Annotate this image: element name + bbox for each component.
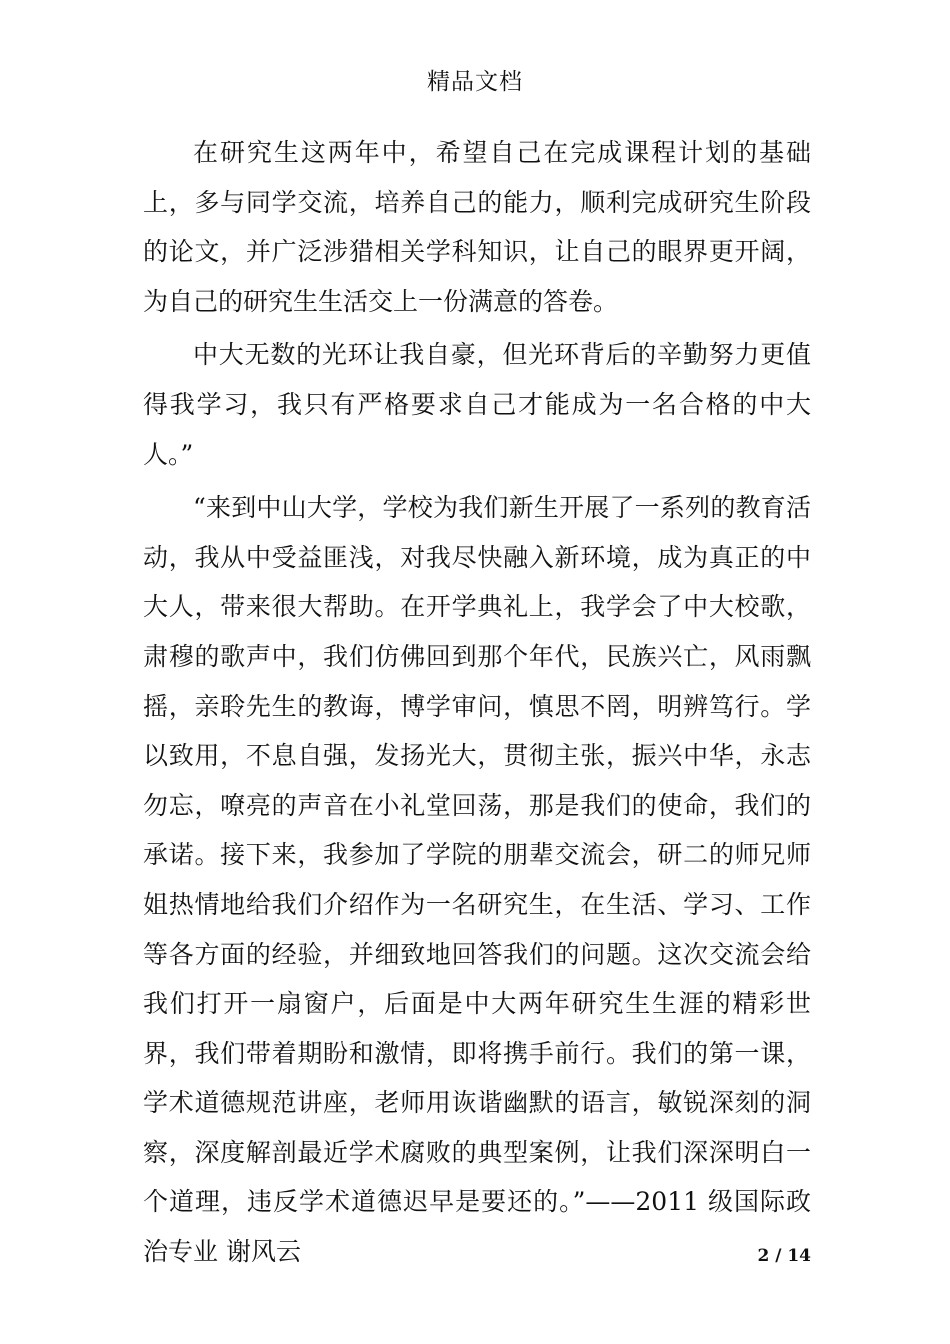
page-number: 2 / 14 (757, 1246, 811, 1266)
document-body (143, 128, 811, 1277)
paragraph-1: 在研究生这两年中，希望自己在完成课程计划的基础上，多与同学交流，培养自己的能力，顺利完成研究生阶段的论文，并广泛涉猎相关学科知识，让自己的眼界更开阔，为自己的研究生生活交上一份满意的答卷。 (143, 138, 811, 316)
paragraph-2: 中大无数的光环让我自豪，但光环背后的辛勤努力更值得我学习，我只有严格要求自己才能成为一名合格的中大人。” (143, 340, 811, 469)
paragraph-3: “来到中山大学，学校为我们新生开展了一系列的教育活动，我从中受益匪浅，对我尽快融入新环境，成为真正的中大人，带来很大帮助。在开学典礼上，我学会了中大校歌，肃穆的歌声中，我们仿佛回到那个年代，民族兴亡，风雨飘摇，亲聆先生的教诲，博学审问，慎思不罔，明辨笃行。学以致用，不息自强，发扬光大，贯彻主张，振兴中华，永志勿忘，嘹亮的声音在小礼堂回荡，那是我们的使命，我们的承诺。接下来，我参加了学院的朋辈交流会，研二的师兄师姐热情地给我们介绍作为一名研究生，在生活、学习、工作等各方面的经验，并细致地回答我们的问题。这次交流会给我们打开一扇窗户，后面是中大两年研究生生涯的精彩世界，我们带着期盼和激情，即将携手前行。我们的第一课，学术道德规范讲座，老师用诙谐幽默的语言，敏锐深刻的洞察，深度解剖最近学术腐败的典型案例，让我们深深明白一个道理，违反学术道德迟早是要还的。”——2011 级国际政治专业 谢风云 (143, 493, 811, 1267)
page-header: 精品文档 (427, 69, 523, 95)
